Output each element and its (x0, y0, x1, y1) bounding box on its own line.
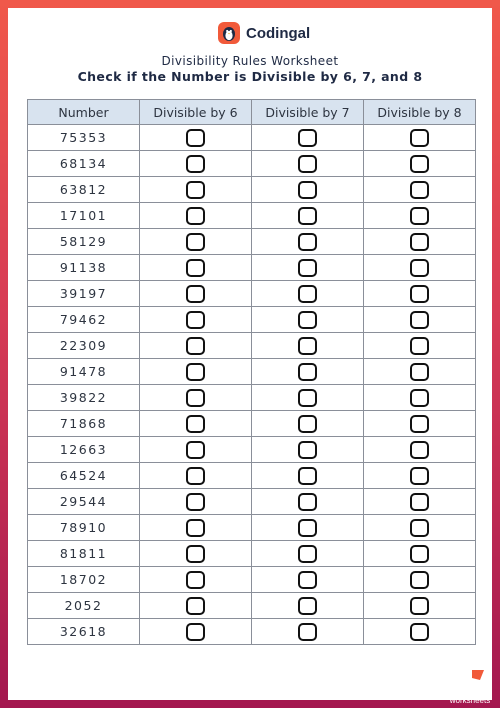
answer-checkbox[interactable] (410, 571, 429, 589)
top-worksheets-label-bottom: worksheets (449, 696, 491, 705)
answer-checkbox[interactable] (410, 493, 429, 511)
checkbox-cell (252, 385, 364, 411)
answer-checkbox[interactable] (186, 545, 205, 563)
answer-checkbox[interactable] (410, 285, 429, 303)
checkbox-cell (364, 567, 476, 593)
answer-checkbox[interactable] (298, 233, 317, 251)
table-row (28, 541, 476, 567)
number-cell: 75353 (28, 125, 140, 151)
answer-checkbox[interactable] (298, 623, 317, 641)
column-header-2: Divisible by 7 (252, 100, 364, 125)
answer-checkbox[interactable] (410, 597, 429, 615)
checkbox-cell (140, 515, 252, 541)
number-cell: 12663 (28, 437, 140, 463)
checkbox-cell (364, 437, 476, 463)
answer-checkbox[interactable] (186, 181, 205, 199)
answer-checkbox[interactable] (186, 389, 205, 407)
answer-checkbox[interactable] (410, 259, 429, 277)
table-row (28, 411, 476, 437)
answer-checkbox[interactable] (186, 597, 205, 615)
table-row (28, 515, 476, 541)
answer-checkbox[interactable] (298, 285, 317, 303)
checkbox-cell (364, 541, 476, 567)
worksheet-page (8, 8, 492, 705)
column-header-0: Number (28, 100, 140, 125)
checkbox-cell (140, 307, 252, 333)
checkbox-cell (252, 437, 364, 463)
checkbox-cell (140, 125, 252, 151)
checkbox-cell (252, 567, 364, 593)
checkbox-cell (364, 255, 476, 281)
number-cell: 2052 (28, 593, 140, 619)
table-row (28, 359, 476, 385)
checkbox-cell (364, 333, 476, 359)
answer-checkbox[interactable] (410, 337, 429, 355)
checkbox-cell (140, 541, 252, 567)
answer-checkbox[interactable] (186, 519, 205, 537)
answer-checkbox[interactable] (186, 285, 205, 303)
number-cell: 32618 (28, 619, 140, 645)
checkbox-cell (140, 229, 252, 255)
answer-checkbox[interactable] (298, 129, 317, 147)
table-row (28, 177, 476, 203)
answer-checkbox[interactable] (410, 467, 429, 485)
table-row (28, 593, 476, 619)
checkbox-cell (140, 489, 252, 515)
number-cell: 58129 (28, 229, 140, 255)
checkbox-cell (140, 437, 252, 463)
checkbox-cell (140, 411, 252, 437)
checkbox-cell (252, 177, 364, 203)
checkbox-cell (252, 411, 364, 437)
divisibility-table (27, 99, 476, 645)
answer-checkbox[interactable] (298, 415, 317, 433)
worksheet-subtitle: Check if the Number is Divisible by 6, 7, and 8 (77, 69, 423, 84)
checkbox-cell (364, 177, 476, 203)
number-cell: 63812 (28, 177, 140, 203)
checkbox-cell (364, 463, 476, 489)
answer-checkbox[interactable] (298, 493, 317, 511)
answer-checkbox[interactable] (186, 129, 205, 147)
table-row (28, 489, 476, 515)
checkbox-cell (252, 593, 364, 619)
checkbox-cell (364, 229, 476, 255)
number-cell: 68134 (28, 151, 140, 177)
checkbox-cell (252, 541, 364, 567)
number-cell: 91138 (28, 255, 140, 281)
checkbox-cell (364, 359, 476, 385)
table-row (28, 619, 476, 645)
table-row (28, 151, 476, 177)
checkbox-cell (252, 281, 364, 307)
checkbox-cell (252, 359, 364, 385)
checkbox-cell (364, 489, 476, 515)
answer-checkbox[interactable] (298, 467, 317, 485)
checkbox-cell (252, 619, 364, 645)
penguin-icon (218, 22, 240, 44)
answer-checkbox[interactable] (186, 493, 205, 511)
number-cell: 81811 (28, 541, 140, 567)
checkbox-cell (252, 229, 364, 255)
number-cell: 39197 (28, 281, 140, 307)
table-row (28, 567, 476, 593)
checkbox-cell (364, 281, 476, 307)
number-cell: 39822 (28, 385, 140, 411)
checkbox-cell (140, 463, 252, 489)
checkbox-cell (364, 151, 476, 177)
checkbox-cell (252, 255, 364, 281)
answer-checkbox[interactable] (298, 155, 317, 173)
answer-checkbox[interactable] (186, 571, 205, 589)
brand-logo (218, 18, 310, 48)
table-header-row (28, 100, 476, 125)
checkbox-cell (364, 593, 476, 619)
answer-checkbox[interactable] (298, 389, 317, 407)
answer-checkbox[interactable] (186, 259, 205, 277)
answer-checkbox[interactable] (410, 389, 429, 407)
checkbox-cell (140, 593, 252, 619)
number-cell: 78910 (28, 515, 140, 541)
checkbox-cell (252, 203, 364, 229)
number-cell: 64524 (28, 463, 140, 489)
answer-checkbox[interactable] (298, 207, 317, 225)
answer-checkbox[interactable] (298, 363, 317, 381)
checkbox-cell (252, 463, 364, 489)
table-row (28, 307, 476, 333)
checkbox-cell (252, 489, 364, 515)
table-row (28, 203, 476, 229)
answer-checkbox[interactable] (186, 467, 205, 485)
answer-checkbox[interactable] (298, 571, 317, 589)
answer-checkbox[interactable] (186, 155, 205, 173)
checkbox-cell (364, 203, 476, 229)
table-row (28, 437, 476, 463)
checkbox-cell (140, 151, 252, 177)
brand-name: Codingal (246, 24, 311, 42)
answer-checkbox[interactable] (410, 207, 429, 225)
number-cell: 17101 (28, 203, 140, 229)
checkbox-cell (364, 619, 476, 645)
checkbox-cell (140, 385, 252, 411)
answer-checkbox[interactable] (298, 259, 317, 277)
answer-checkbox[interactable] (410, 415, 429, 433)
top-worksheets-label-top: TOP (462, 688, 478, 695)
answer-checkbox[interactable] (186, 623, 205, 641)
checkbox-cell (140, 281, 252, 307)
checkbox-cell (364, 307, 476, 333)
checkbox-cell (252, 151, 364, 177)
number-cell: 22309 (28, 333, 140, 359)
table-row (28, 463, 476, 489)
number-cell: 18702 (28, 567, 140, 593)
table-row (28, 333, 476, 359)
checkbox-cell (252, 125, 364, 151)
checkbox-cell (140, 255, 252, 281)
answer-checkbox[interactable] (410, 181, 429, 199)
answer-checkbox[interactable] (410, 311, 429, 329)
checkbox-cell (364, 125, 476, 151)
answer-checkbox[interactable] (410, 545, 429, 563)
checkbox-cell (364, 515, 476, 541)
checkbox-cell (364, 411, 476, 437)
answer-checkbox[interactable] (186, 337, 205, 355)
checkbox-cell (140, 567, 252, 593)
table-row (28, 385, 476, 411)
answer-checkbox[interactable] (186, 311, 205, 329)
answer-checkbox[interactable] (298, 545, 317, 563)
top-worksheets-icon (442, 656, 498, 690)
worksheet-title: Divisibility Rules Worksheet (161, 54, 339, 68)
answer-checkbox[interactable] (410, 623, 429, 641)
checkbox-cell (252, 515, 364, 541)
answer-checkbox[interactable] (298, 597, 317, 615)
answer-checkbox[interactable] (410, 233, 429, 251)
answer-checkbox[interactable] (410, 519, 429, 537)
table-row (28, 125, 476, 151)
table-row (28, 281, 476, 307)
checkbox-cell (140, 177, 252, 203)
answer-checkbox[interactable] (186, 233, 205, 251)
answer-checkbox[interactable] (186, 441, 205, 459)
checkbox-cell (252, 333, 364, 359)
answer-checkbox[interactable] (186, 415, 205, 433)
column-header-1: Divisible by 6 (140, 100, 252, 125)
answer-checkbox[interactable] (410, 129, 429, 147)
answer-checkbox[interactable] (298, 337, 317, 355)
number-cell: 91478 (28, 359, 140, 385)
answer-checkbox[interactable] (298, 519, 317, 537)
number-cell: 79462 (28, 307, 140, 333)
checkbox-cell (140, 333, 252, 359)
checkbox-cell (252, 307, 364, 333)
answer-checkbox[interactable] (186, 363, 205, 381)
checkbox-cell (140, 619, 252, 645)
top-worksheets-logo (442, 656, 498, 706)
checkbox-cell (140, 359, 252, 385)
answer-checkbox[interactable] (298, 441, 317, 459)
answer-checkbox[interactable] (410, 441, 429, 459)
answer-checkbox[interactable] (410, 363, 429, 381)
number-cell: 71868 (28, 411, 140, 437)
table-row (28, 255, 476, 281)
answer-checkbox[interactable] (186, 207, 205, 225)
answer-checkbox[interactable] (298, 311, 317, 329)
number-cell: 29544 (28, 489, 140, 515)
checkbox-cell (364, 385, 476, 411)
column-header-3: Divisible by 8 (364, 100, 476, 125)
checkbox-cell (140, 203, 252, 229)
table-row (28, 229, 476, 255)
answer-checkbox[interactable] (410, 155, 429, 173)
answer-checkbox[interactable] (298, 181, 317, 199)
